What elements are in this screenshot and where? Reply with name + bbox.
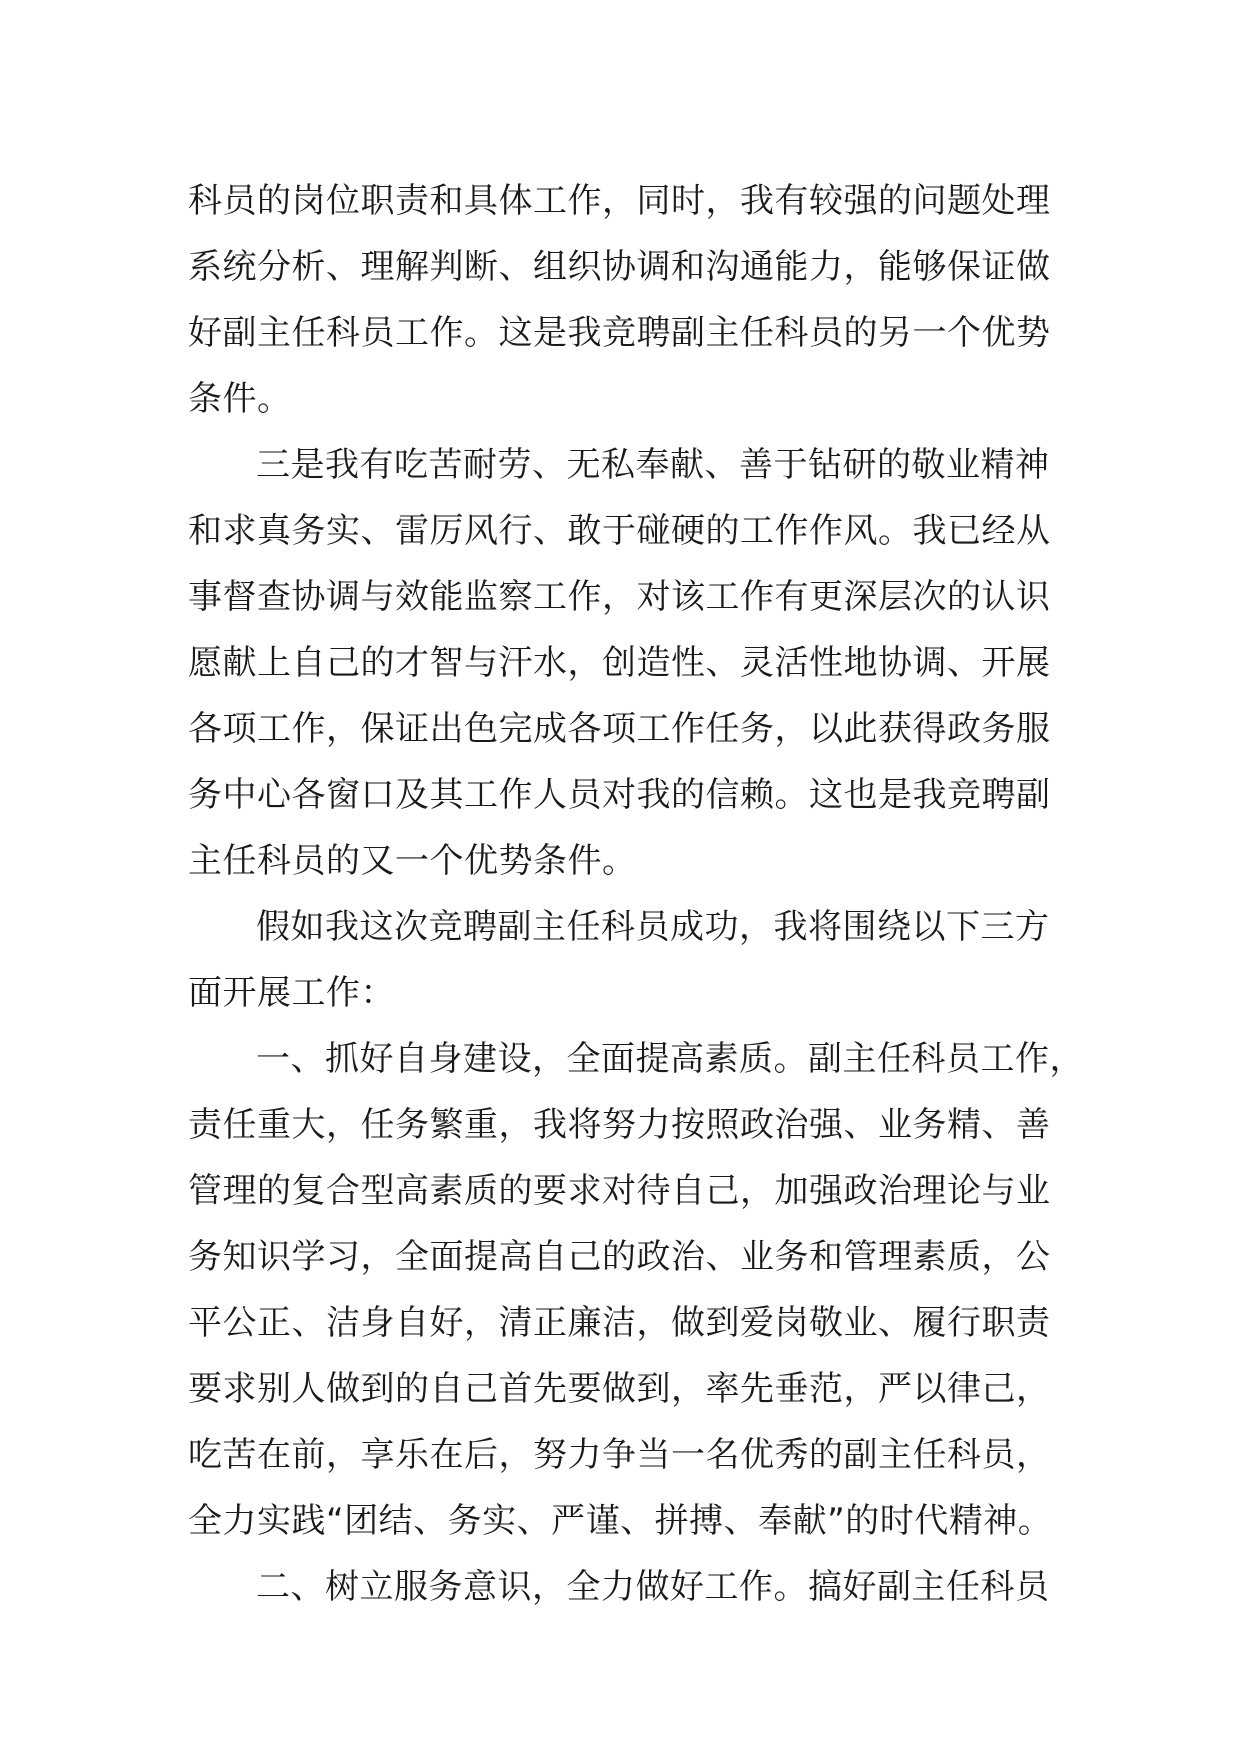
text-line: 系统分析、理解判断、组织协调和沟通能力，能够保证做 [188, 247, 1051, 287]
text-line: 平公正、洁身自好，清正廉洁，做到爱岗敬业、履行职责 [188, 1303, 1051, 1343]
text-line: 管理的复合型高素质的要求对待自己，加强政治理论与业 [188, 1171, 1051, 1211]
text-line: 要求别人做到的自己首先要做到，率先垂范，严以律己， [188, 1369, 1051, 1409]
text-line: 主任科员的又一个优势条件。 [188, 841, 637, 881]
text-line: 吃苦在前，享乐在后，努力争当一名优秀的副主任科员， [188, 1435, 1051, 1475]
text-line: 三是我有吃苦耐劳、无私奉献、善于钻研的敬业精神 [256, 445, 1050, 485]
text-line: 好副主任科员工作。这是我竞聘副主任科员的另一个优势 [188, 313, 1051, 353]
text-line: 和求真务实、雷厉风行、敢于碰硬的工作作风。我已经从 [188, 511, 1051, 551]
text-line: 面开展工作： [188, 973, 395, 1013]
text-line: 一、抓好自身建设，全面提高素质。副主任科员工作， [256, 1039, 1084, 1079]
text-line: 事督查协调与效能监察工作，对该工作有更深层次的认识 [188, 577, 1051, 617]
text-line: 二、树立服务意识，全力做好工作。搞好副主任科员 [256, 1567, 1050, 1607]
document-body [188, 168, 1084, 1620]
text-line: 责任重大，任务繁重，我将努力按照政治强、业务精、善 [188, 1105, 1051, 1145]
text-line: 愿献上自己的才智与汗水，创造性、灵活性地协调、开展 [188, 643, 1051, 683]
text-line: 条件。 [188, 379, 292, 419]
text-line: 务知识学习，全面提高自己的政治、业务和管理素质，公 [188, 1237, 1051, 1277]
text-line: 务中心各窗口及其工作人员对我的信赖。这也是我竞聘副 [188, 775, 1051, 815]
text-line: 科员的岗位职责和具体工作，同时，我有较强的问题处理 [188, 181, 1051, 221]
text-line: 假如我这次竞聘副主任科员成功，我将围绕以下三方 [256, 907, 1050, 947]
text-line: 各项工作，保证出色完成各项工作任务，以此获得政务服 [188, 709, 1051, 749]
text-line: 全力实践“团结、务实、严谨、拼搏、奉献”的时代精神。 [188, 1501, 1053, 1541]
